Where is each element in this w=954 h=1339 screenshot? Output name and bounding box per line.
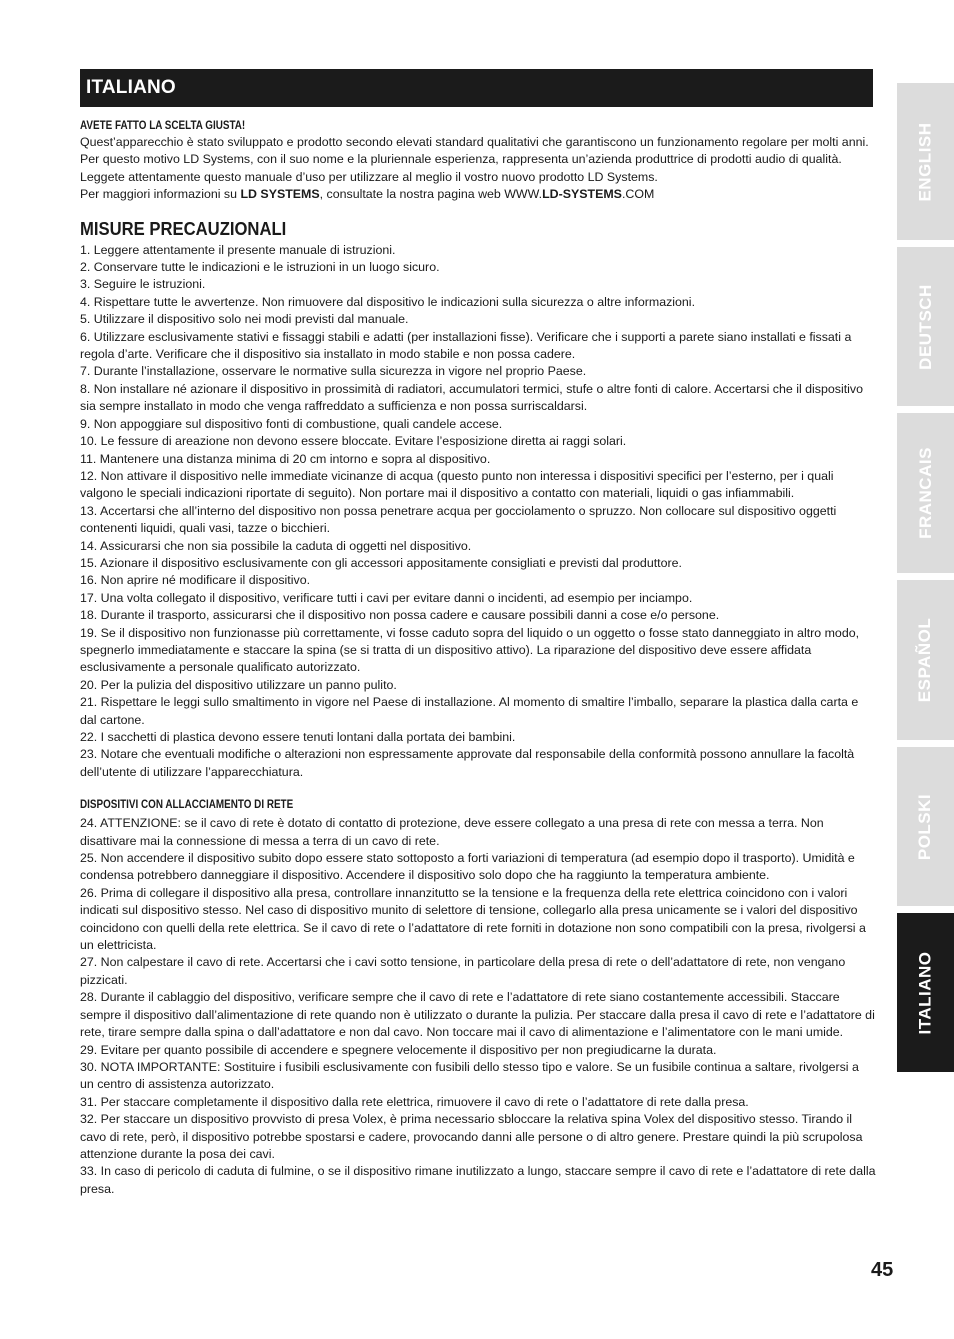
precaution-item: 18. Durante il trasporto, assicurarsi che il dispositivo non possa cadere e causare possibili danni a cose e/o persone.	[80, 608, 720, 623]
mains-item: 29. Evitare per quanto possibile di accendere e spegnere velocemente il dispositivo per non pregiudicarne la durata.	[80, 1042, 717, 1057]
tab-francais[interactable]	[897, 413, 954, 573]
intro-line-2: Per questo motivo LD Systems, con il suo nome e la pluriennale esperienza, rappresenta un’azienda produttrice di prodotti audio di qualità. Leggete attentamente questo manuale d’uso per utilizzare al meglio il vostro nuovo prodotto LD Systems.	[80, 152, 842, 184]
precaution-item: 13. Accertarsi che all’interno del dispositivo non possa penetrare acqua per gocciolamento o spruzzo. Non collocare sul dispositivo oggetti contenenti liquidi, quali vasi, tazze o bicchieri.	[80, 503, 837, 536]
mains-item: 26. Prima di collegare il dispositivo alla presa, controllare innanzitutto se la tensione e la frequenza della rete elettrica coincidono con i valori indicati sul dispositivo stesso. Nel caso di dispositivo munito di selettore di tensione, collegarlo alla presa unicamente se i valori del dispositivo coincidono con quelli della rete elettrica. Se il cavo di rete o l’adattatore di rete forniti in dotazione non sono compatibili con la presa, rivolgersi a un elettricista.	[80, 885, 866, 953]
tab-deutsch[interactable]	[897, 247, 954, 406]
brand-domain: LD-SYSTEMS	[542, 187, 622, 202]
precaution-item: 6. Utilizzare esclusivamente stativi e fissaggi stabili e adatti (per installazioni fisse). Verificare che i supporti a parete siano installati e fissati a regola d’arte. Verificare che il dispositivo sia installato in modo stabile e non possa cadere.	[80, 329, 852, 362]
precaution-item: 12. Non attivare il dispositivo nelle immediate vicinanze di acqua (questo punto non interessa i dispositivi specifici per l’esterno, per i quali valgono le speciali indicazioni riportate di seguito). Non portare mai il dispositivo a contatto con materiali, liquidi o gas infiammabili.	[80, 468, 834, 501]
section-title-bar	[80, 69, 873, 107]
brand-name: LD SYSTEMS	[240, 187, 320, 202]
intro-line-1: Quest’apparecchio è stato sviluppato e prodotto secondo elevati standard qualitativi che garantiscono un funzionamento regolare per molti anni.	[80, 135, 869, 149]
mains-item: 33. In caso di pericolo di caduta di fulmine, o se il dispositivo rimane inutilizzato a lungo, staccare sempre il cavo di rete e l’adattatore di rete dalla presa.	[80, 1164, 876, 1196]
mains-heading: DISPOSITIVI CON ALLACCIAMENTO DI RETE	[80, 799, 294, 812]
precaution-item: 17. Una volta collegato il dispositivo, verificare tutti i cavi per evitare danni o incidenti, ad esempio per inciampo.	[80, 590, 693, 605]
mains-item: 27. Non calpestare il cavo di rete. Accertarsi che i cavi sotto tensione, in particolare della presa di rete o dell’adattatore di rete, non vengano pizzicati.	[80, 955, 846, 987]
precaution-item: 8. Non installare né azionare il dispositivo in prossimità di radiatori, accumulatori termici, stufe o altre fonti di calore. Accertarsi che il dispositivo sia sempre installato in modo che venga raffreddato a sufficienza e non possa surriscaldarsi.	[80, 381, 864, 414]
precaution-item: 4. Rispettare tutte le avvertenze. Non rimuovere dal dispositivo le indicazioni sulla sicurezza o altre informazioni.	[80, 294, 696, 309]
precaution-item: 21. Rispettare le leggi sullo smaltimento in vigore nel Paese di installazione. Al momento di smaltire l’imballo, separare la plastica dalla carta e dal cartone.	[80, 695, 859, 727]
mains-item: 25. Non accendere il dispositivo subito dopo essere stato sottoposto a forti variazioni di temperatura (ad esempio dopo il trasporto). Umidità e condensa potrebbero danneggiare il dispositivo. Accendere il dispositivo solo dopo che ha raggiunto la temperatura ambiente.	[80, 851, 855, 883]
main-content	[80, 119, 876, 1198]
mains-item: 28. Durante il cablaggio del dispositivo, verificare sempre che il cavo di rete e l’adattatore di rete siano costantemente accessibili. Staccare sempre il dispositivo dall’alimentazione di rete quando non è utilizzato o durante la pulizia. Per staccare dalla presa il cavo di rete e l’adattatore di rete, tirare sempre dalla spina o dall’adattatore e non dal cavo. Non toccare mai il cavo di alimentazione e l’alimentatore con le mani umide.	[80, 990, 875, 1040]
precaution-item: 10. Le fessure di areazione non devono essere bloccate. Evitare l’esposizione diretta ai raggi solari.	[80, 434, 627, 449]
precaution-item: 3. Seguire le istruzioni.	[80, 277, 206, 292]
mains-list	[80, 815, 876, 1198]
language-tabs	[897, 0, 954, 1339]
tab-english[interactable]	[897, 83, 954, 240]
precaution-item: 11. Mantenere una distanza minima di 20 cm intorno e sopra al dispositivo.	[80, 451, 491, 466]
precaution-item: 22. I sacchetti di plastica devono essere tenuti lontani dalla portata dei bambini.	[80, 730, 516, 744]
precaution-item: 15. Azionare il dispositivo esclusivamente con gli accessori appositamente consigliati e previsti dal produttore.	[80, 555, 682, 570]
precaution-item: 9. Non appoggiare sul dispositivo fonti di combustione, quali candele accese.	[80, 416, 503, 431]
intro-info-line	[80, 186, 876, 203]
tab-label: ESPAÑOL	[915, 617, 935, 703]
tab-label: ENGLISH	[915, 121, 935, 202]
info-prefix: Per maggiori informazioni su	[80, 187, 241, 202]
precaution-item: 20. Per la pulizia del dispositivo utilizzare un panno pulito.	[80, 677, 397, 692]
page-number: 45	[871, 1259, 894, 1281]
precaution-item: 23. Notare che eventuali modifiche o alterazioni non espressamente approvate dal responsabile della conformità possono annullare la facoltà dell’utente di utilizzare l’apparecchiatura.	[80, 747, 855, 779]
info-middle: , consultate la nostra pagina web WWW.	[319, 187, 543, 202]
tab-label: ITALIANO	[915, 950, 935, 1035]
mains-item: 30. NOTA IMPORTANTE: Sostituire i fusibili esclusivamente con fusibili dello stesso tipo e valore. Se un fusibile continua a saltare, rivolgersi a un centro di assistenza autorizzato.	[80, 1059, 859, 1092]
tab-label: DEUTSCH	[915, 283, 935, 370]
tab-italiano[interactable]	[897, 913, 954, 1072]
page-title: ITALIANO	[86, 77, 176, 98]
mains-item: 31. Per staccare completamente il dispositivo dalla rete elettrica, rimuovere il cavo di rete o l’adattatore di rete dalla presa.	[80, 1094, 749, 1109]
precaution-item: 5. Utilizzare il dispositivo solo nei modi previsti dal manuale.	[80, 312, 409, 327]
precaution-item: 14. Assicurarsi che non sia possibile la caduta di oggetti nel dispositivo.	[80, 538, 472, 553]
tab-label: POLSKI	[915, 793, 935, 860]
mains-item: 32. Per staccare un dispositivo provvisto di presa Volex, è prima necessario sbloccare la relativa spina Volex del dispositivo stesso. Tirando il cavo di rete, però, il dispositivo potrebbe spostarsi e cadere, provocando danni alle persone o di altro genere. Prestare quindi la più scrupolosa attenzione durante la posa dei cavi.	[80, 1112, 863, 1161]
precaution-item: 7. Durante l’installazione, osservare le normative sulla sicurezza in vigore nel proprio Paese.	[80, 364, 587, 379]
intro-heading: AVETE FATTO LA SCELTA GIUSTA!	[80, 120, 246, 132]
precaution-item: 2. Conservare tutte le indicazioni e le istruzioni in un luogo sicuro.	[80, 260, 440, 275]
mains-item: 24. ATTENZIONE: se il cavo di rete è dotato di contatto di protezione, deve essere collegato a una presa di rete con messa a terra. Non disattivare mai la connessione di messa a terra di un cavo di rete.	[80, 816, 824, 848]
precaution-item: 1. Leggere attentamente il presente manuale di istruzioni.	[80, 242, 396, 257]
info-suffix: .COM	[621, 187, 655, 202]
precautions-heading: MISURE PRECAUZIONALI	[80, 217, 287, 239]
precautions-list	[80, 242, 876, 782]
precaution-item: 19. Se il dispositivo non funzionasse più correttamente, vi fosse caduto sopra del liquido o un oggetto o fosse stato danneggiato in altro modo, spegnerlo immediatamente e staccare la spina (se si tratta di un dispositivo attivo). La riparazione del dispositivo deve essere affidata esclusivamente a personale qualificato autorizzato.	[80, 625, 860, 675]
tab-espanol[interactable]	[897, 580, 954, 740]
precaution-item: 16. Non aprire né modificare il dispositivo.	[80, 573, 311, 588]
tab-polski[interactable]	[897, 747, 954, 906]
tab-label: FRANCAIS	[915, 447, 935, 539]
